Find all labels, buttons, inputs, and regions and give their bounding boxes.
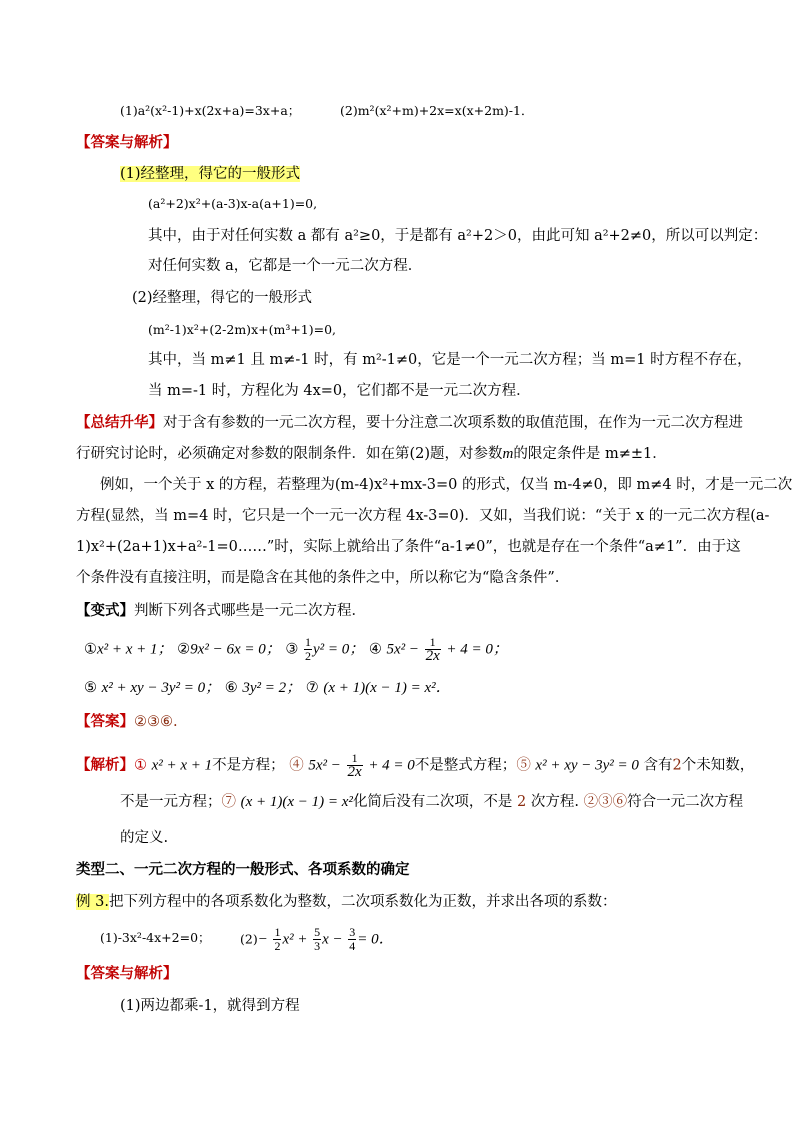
type-2-heading: 类型二、一元二次方程的一般形式、各项系数的确定 [76, 861, 410, 878]
example-3-fraction-c [348, 926, 356, 953]
summary-param-m: m [502, 446, 514, 462]
example-3-label: 例 3. [76, 894, 109, 910]
example-3-term-c: x − [322, 931, 343, 948]
analysis-text-4: 不是整式方程； [414, 757, 517, 774]
example-part-2: (2)m²(x²+m)+2x=x(x+2m)-1． [340, 103, 534, 118]
summary-label: 【总结升华】 [76, 414, 163, 431]
equation-2: 9x² − 6x = 0； [190, 641, 281, 658]
example-3-fraction-b [313, 926, 321, 953]
equation-5: x² + xy − 3y² = 0； [101, 680, 221, 696]
solution-2-equation: (m²-1)x²+(2-2m)x+(m³+1)=0, [148, 322, 337, 337]
summary-line-2 [76, 444, 667, 464]
marker-5: ⑤ [84, 680, 97, 696]
analysis-expression-4b: + 4 = 0 [368, 757, 415, 774]
analysis-expression-4a: 5x² − [308, 757, 341, 774]
fraction-4-denominator: 2x [425, 648, 440, 664]
fraction-4 [425, 636, 441, 663]
solution-2-line-1: 其中，当 m≠1 且 m≠-1 时，有 m²-1≠0，它是一个一元二次方程；当 m=1 时方程不存在， [148, 352, 752, 368]
analysis-text-5b: 个未知数， [681, 757, 755, 774]
summary-text-2b: 的限定条件是 m≠±1． [513, 446, 667, 462]
solution-2-intro: (2)经整理，得它的一般形式 [132, 290, 313, 306]
summary-line-3: 例如，一个关于 x 的方程，若整理为(m-4)x²+mx-3=0 的形式，仅当 m-4≠0，即 m≠4 时，才是一元二次 [100, 477, 793, 493]
marker-1: ① [84, 641, 97, 658]
variant-answer-line [76, 712, 178, 732]
analysis-text-7b: 次方程. [530, 794, 579, 810]
variant-answer-text: ②③⑥. [134, 714, 178, 730]
fraction-3-numerator: 1 [304, 635, 311, 649]
analysis-expression-7: (x + 1)(x − 1) = x² [240, 794, 353, 810]
fraction-c-denominator: 4 [349, 939, 356, 953]
example-3-line [76, 892, 616, 912]
analysis-fraction-4-numerator: 1 [347, 752, 363, 766]
example-3-minus: − [257, 931, 268, 948]
equation-7: (x + 1)(x − 1) = x²． [323, 680, 451, 696]
example-3-part-2 [240, 926, 394, 953]
answer-heading-2: 【答案与解析】 [76, 965, 178, 982]
summary-text-1: 对于含有参数的一元二次方程，要十分注意二次项系数的取值范围，在作为一元二次方程进 [163, 415, 743, 431]
analysis-fraction-4-denominator: 2x [347, 764, 362, 780]
analysis-text-1: 不是方程； [212, 757, 285, 774]
example-3-fraction-a [273, 926, 281, 953]
example-3-equation-1: (1)-3x²-4x+2=0； [100, 930, 211, 945]
analysis-number-2: 2 [672, 757, 682, 774]
analysis-line-3: 的定义. [120, 830, 169, 846]
fraction-3 [304, 636, 312, 663]
solution-1-line-2: 对任何实数 a，它都是一个一元二次方程． [148, 258, 423, 274]
variant-answer-label: 【答案】 [76, 713, 134, 730]
analysis-line-2 [120, 792, 743, 812]
summary-line-4: 方程(显然，当 m=4 时，它只是一个一元一次方程 4x-3=0)．又如，当我们说：“关于 x 的一元二次方程(a- [76, 508, 770, 524]
variant-equations-row-1 [84, 636, 508, 663]
solution-1-line-1: 其中，由于对任何实数 a 都有 a²≥0，于是都有 a²+2＞0，由此可知 a²+2≠0，所以可以判定： [148, 228, 768, 244]
variant-label: 【变式】 [76, 602, 134, 619]
analysis-text-236: 符合一元二次方程 [627, 794, 744, 810]
fraction-b-numerator: 5 [314, 925, 321, 939]
analysis-marker-4: ④ [289, 757, 304, 774]
fraction-b-denominator: 3 [314, 939, 321, 953]
analysis-text-7a: 化简后没有二次项，不是 [352, 794, 513, 810]
analysis-expression-1: x² + x + 1 [151, 757, 213, 774]
summary-line-5: 1)x²+(2a+1)x+a²-1=0……”时，实际上就给出了条件“a-1≠0”，也就是存在一个条件“a≠1”．由于这 [76, 539, 741, 555]
analysis-label: 【解析】 [76, 756, 134, 774]
fraction-a-numerator: 1 [274, 925, 281, 939]
variant-text: 判断下列各式哪些是一元二次方程． [134, 603, 366, 619]
example-3-part-2-label: (2) [240, 931, 258, 947]
analysis-text-2a: 不是一元方程； [120, 794, 222, 810]
example-part-1: (1)a²(x²-1)+x(2x+a)=3x+a； [120, 103, 301, 118]
example-3-text: 把下列方程中的各项系数化为整数，二次项系数化为正数，并求出各项的系数： [108, 894, 617, 910]
marker-3: ③ [285, 641, 299, 658]
summary-line-1 [76, 413, 743, 433]
analysis-marker-7: ⑦ [221, 794, 236, 810]
example-3-term-d: = 0． [357, 931, 394, 948]
variant-equations-row-2 [84, 678, 451, 698]
fraction-c-numerator: 3 [349, 925, 356, 939]
analysis-expression-5: x² + xy − 3y² = 0 [535, 757, 639, 774]
summary-line-6: 个条件没有直接注明，而是隐含在其他的条件之中，所以称它为“隐含条件”． [76, 570, 570, 586]
equation-4-part-a: 5x² − [386, 641, 419, 658]
analysis-marker-1: ① [134, 757, 147, 774]
marker-6: ⑥ [224, 680, 238, 696]
solution-1-intro [120, 164, 300, 184]
solution-1-intro-text: (1)经整理，得它的一般形式 [120, 166, 301, 182]
fraction-a-denominator: 2 [274, 939, 281, 953]
analysis-marker-5: ⑤ [516, 757, 531, 774]
solution-1-equation: (a²+2)x²+(a-3)x-a(a+1)=0, [148, 196, 318, 211]
solution-2-line-2: 当 m=-1 时，方程化为 4x=0，它们都不是一元二次方程． [148, 383, 531, 399]
analysis-number-2b: 2 [517, 794, 527, 810]
equation-3: y² = 0； [312, 641, 365, 658]
variant-line [76, 601, 366, 621]
fraction-4-numerator: 1 [425, 636, 441, 650]
equation-6: 3y² = 2； [242, 680, 302, 696]
analysis-fraction-4 [347, 752, 363, 779]
analysis-markers-236: ②③⑥ [583, 794, 628, 810]
example-3-part-1 [100, 928, 211, 948]
fraction-3-denominator: 2 [304, 649, 311, 663]
marker-7: ⑦ [305, 680, 319, 696]
analysis-text-5a: 含有 [643, 757, 673, 774]
answer-heading: 【答案与解析】 [76, 134, 178, 151]
analysis-line-1 [76, 752, 754, 779]
marker-4: ④ [368, 641, 382, 658]
equation-4-part-b: + 4 = 0； [446, 641, 508, 658]
example-3-term-b: x² + [282, 931, 308, 948]
solution-3-intro: (1)两边都乘-1，就得到方程 [120, 998, 300, 1014]
summary-text-2a: 行研究讨论时，必须确定对参数的限制条件．如在第(2)题，对参数 [76, 446, 503, 462]
equation-1: x² + x + 1； [97, 641, 173, 658]
marker-2: ② [177, 641, 191, 658]
